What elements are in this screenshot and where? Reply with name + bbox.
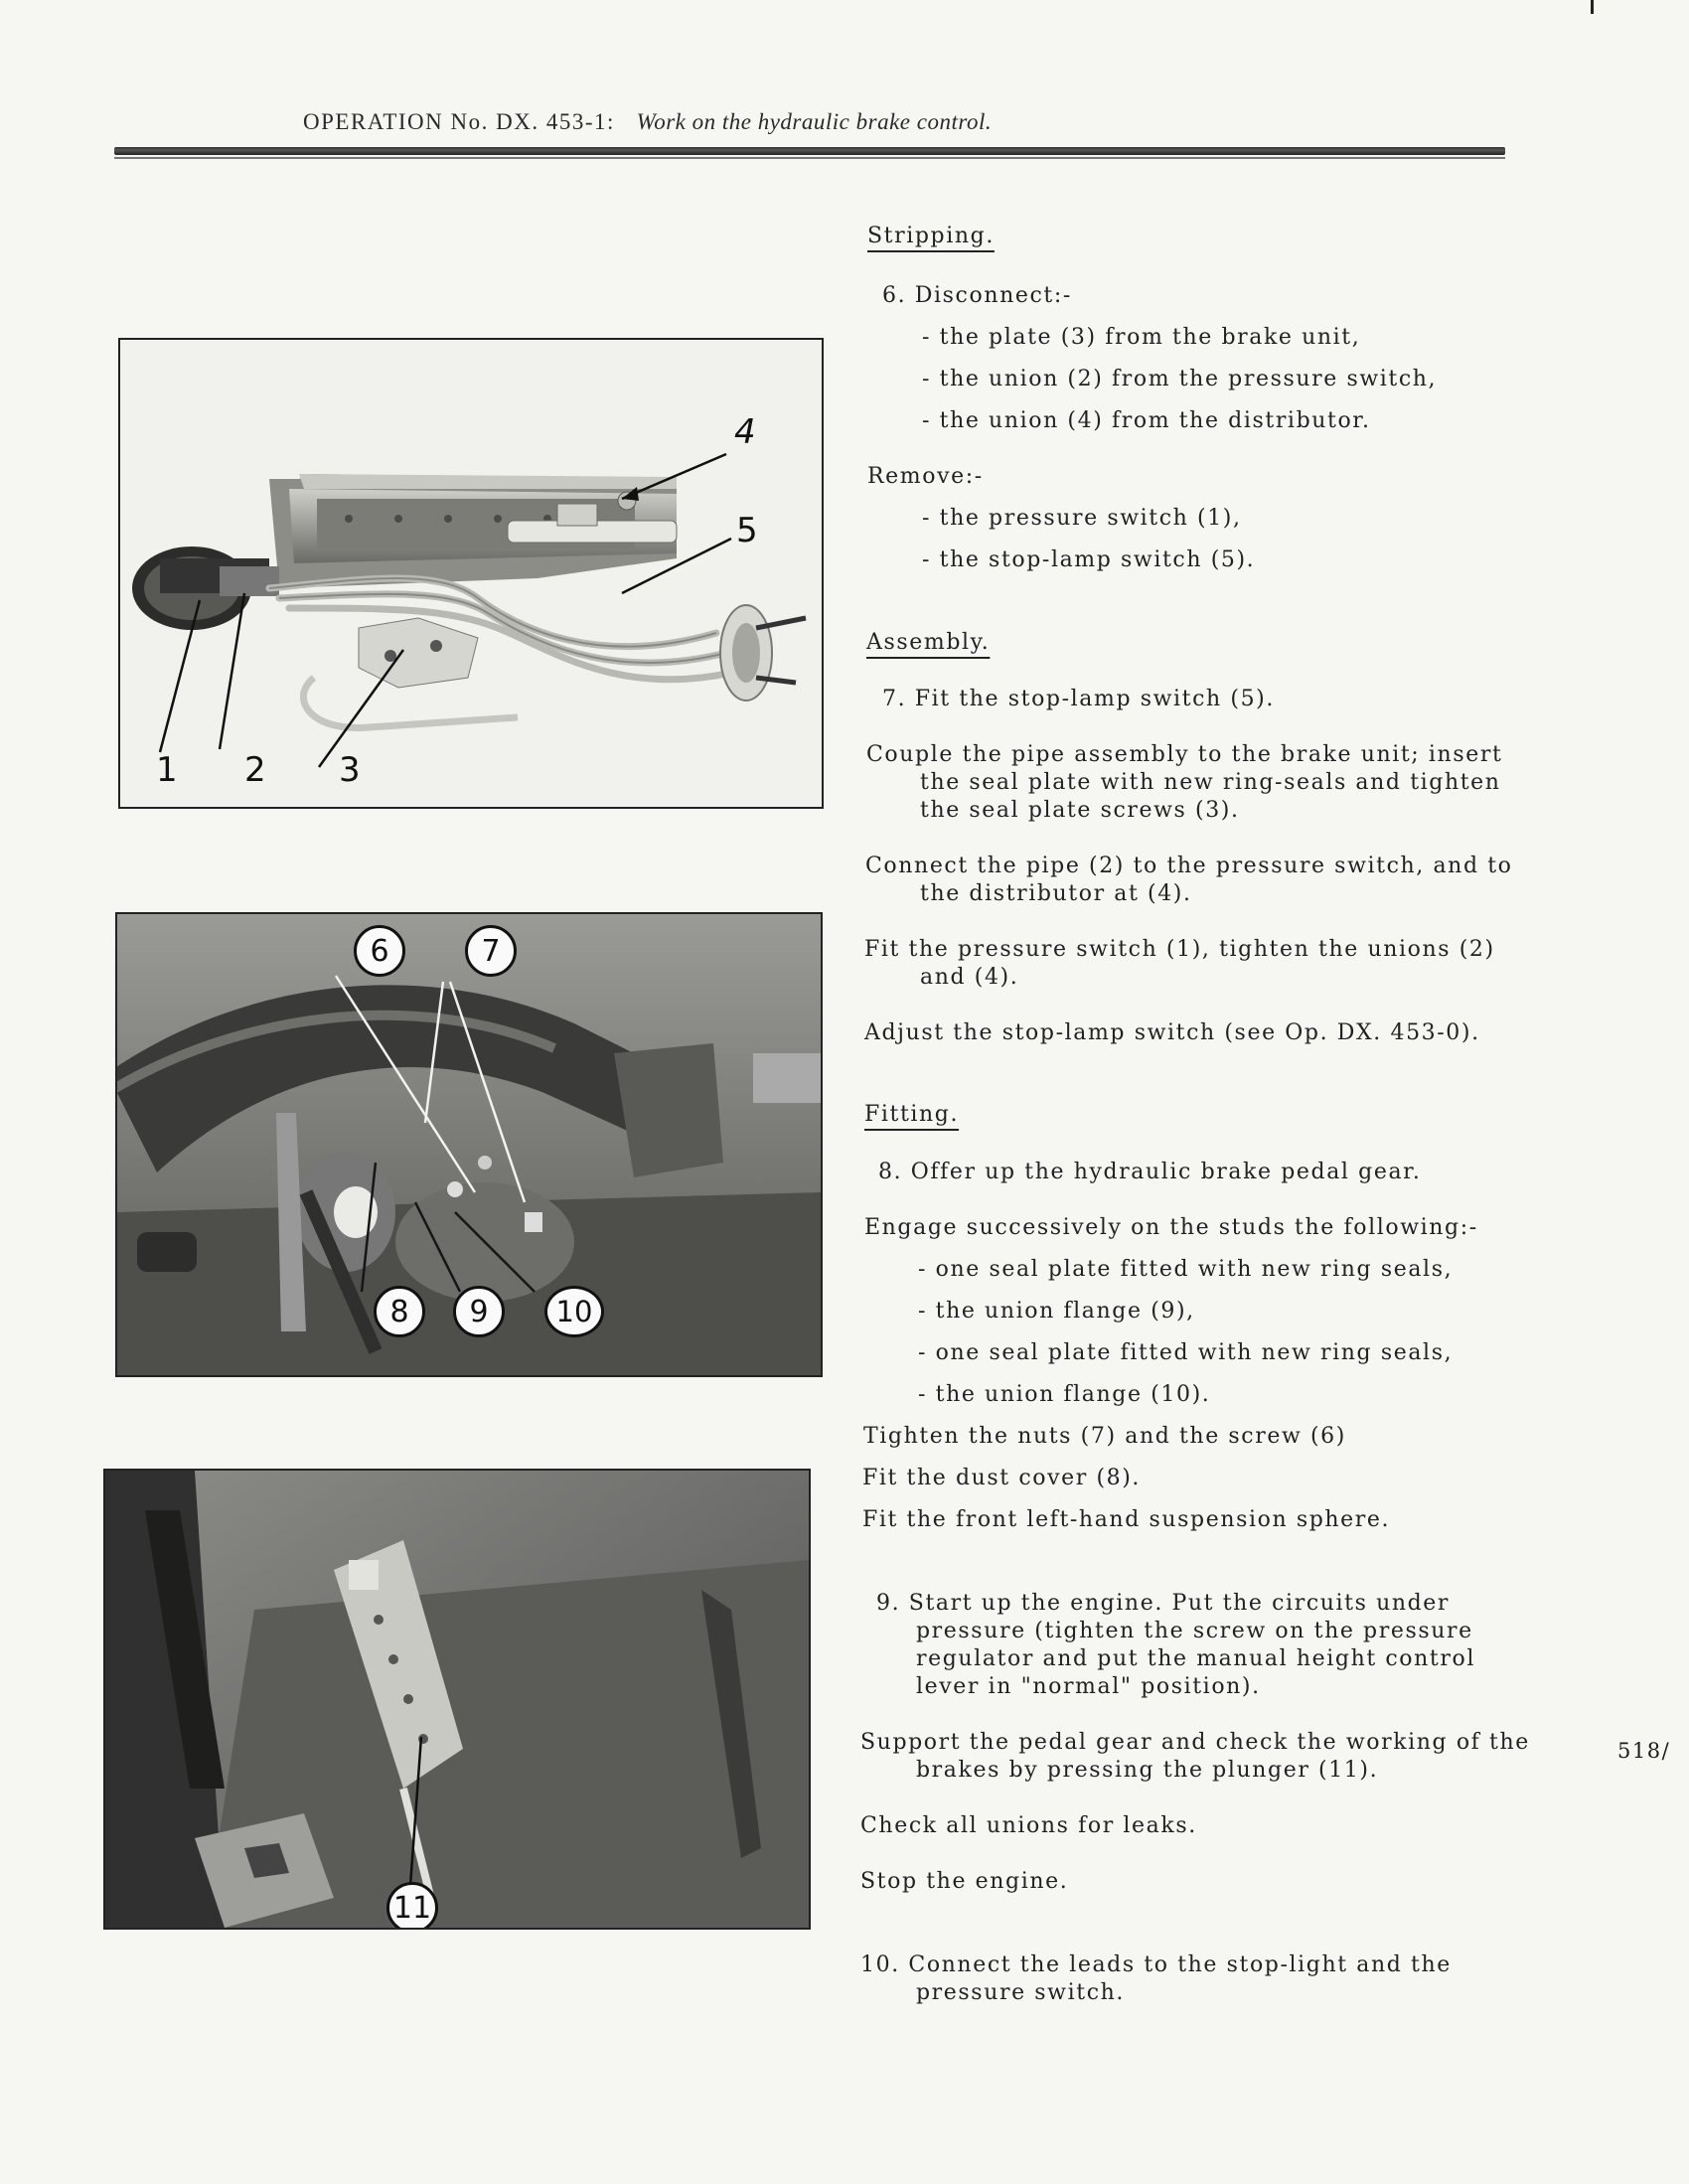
engage-item-2: - the union flange (9), (918, 1299, 1195, 1324)
figure-2-pedal-gear (115, 912, 823, 1377)
step-6-item-c: - the union (4) from the distributor. (922, 408, 1371, 433)
step-10-line-1: 10. Connect the leads to the stop-light and the (860, 1952, 1452, 1977)
stop-line: Stop the engine. (860, 1869, 1069, 1894)
scan-mark (1591, 0, 1594, 14)
check-line: Check all unions for leaks. (860, 1813, 1197, 1838)
label-1: 1 (156, 750, 178, 790)
engage-item-1: - one seal plate fitted with new ring seals, (918, 1257, 1454, 1282)
label-9: 9 (453, 1286, 505, 1337)
label-2: 2 (244, 750, 266, 790)
couple-line-2: the seal plate with new ring-seals and tighten (920, 770, 1501, 795)
remove-label: Remove:- (867, 464, 984, 489)
support-line-2: brakes by pressing the plunger (11). (916, 1758, 1379, 1783)
figure-1-brake-unit (118, 338, 824, 809)
fit-switch-line-1: Fit the pressure switch (1), tighten the unions (2) (864, 937, 1495, 962)
adjust-line: Adjust the stop-lamp switch (see Op. DX. 453-0). (864, 1020, 1480, 1045)
connect-line-2: the distributor at (4). (920, 881, 1192, 906)
heading-stripping: Stripping. (867, 224, 995, 248)
step-8: 8. Offer up the hydraulic brake pedal gear. (878, 1160, 1422, 1184)
step-6-item-a: - the plate (3) from the brake unit, (922, 325, 1361, 350)
couple-line-1: Couple the pipe assembly to the brake unit; insert (866, 742, 1503, 767)
support-line-1: Support the pedal gear and check the working of the (860, 1730, 1530, 1755)
couple-line-3: the seal plate screws (3). (920, 798, 1240, 823)
figure-3-plunger-test (103, 1469, 811, 1930)
label-3: 3 (339, 750, 361, 790)
engage-line: Engage successively on the studs the following:- (864, 1215, 1478, 1240)
step-9-line-1: 9. Start up the engine. Put the circuits under (876, 1591, 1451, 1616)
step-6-item-b: - the union (2) from the pressure switch, (922, 367, 1438, 391)
page-number: 518/ (1617, 1739, 1671, 1763)
header-rule (114, 147, 1505, 155)
heading-fitting: Fitting. (864, 1102, 960, 1127)
figure-1-drawing (120, 340, 822, 807)
fit-switch-line-2: and (4). (920, 965, 1019, 990)
operation-number: OPERATION No. DX. 453-1: (303, 109, 615, 134)
engage-item-3: - one seal plate fitted with new ring seals, (918, 1340, 1454, 1365)
step-9-line-2: pressure (tighten the screw on the pressure (916, 1619, 1473, 1643)
sphere-line: Fit the front left-hand suspension sphere. (862, 1507, 1391, 1532)
label-7: 7 (465, 925, 517, 977)
label-6: 6 (354, 925, 405, 977)
connect-line-1: Connect the pipe (2) to the pressure switch, and to (865, 854, 1513, 878)
label-8: 8 (374, 1286, 425, 1337)
label-4: 4 (734, 412, 756, 452)
engage-item-4: - the union flange (10). (918, 1382, 1211, 1407)
figure-3-drawing (105, 1471, 809, 1928)
step-9-line-4: lever in "normal" position). (916, 1674, 1261, 1699)
operation-title: Work on the hydraulic brake control. (636, 109, 993, 134)
step-7: 7. Fit the stop-lamp switch (5). (882, 687, 1275, 711)
label-10: 10 (544, 1286, 604, 1337)
step-6: 6. Disconnect:- (882, 283, 1072, 308)
dust-cover-line: Fit the dust cover (8). (862, 1466, 1142, 1490)
label-5: 5 (736, 511, 758, 550)
tighten-line: Tighten the nuts (7) and the screw (6) (863, 1424, 1346, 1449)
header-rule-thin (114, 157, 1505, 159)
step-10-line-2: pressure switch. (916, 1980, 1125, 2005)
remove-item-2: - the stop-lamp switch (5). (922, 547, 1256, 572)
label-11: 11 (386, 1882, 438, 1930)
remove-item-1: - the pressure switch (1), (922, 506, 1242, 531)
step-9-line-3: regulator and put the manual height control (916, 1646, 1475, 1671)
page-header (303, 109, 992, 135)
heading-assembly: Assembly. (866, 630, 991, 655)
